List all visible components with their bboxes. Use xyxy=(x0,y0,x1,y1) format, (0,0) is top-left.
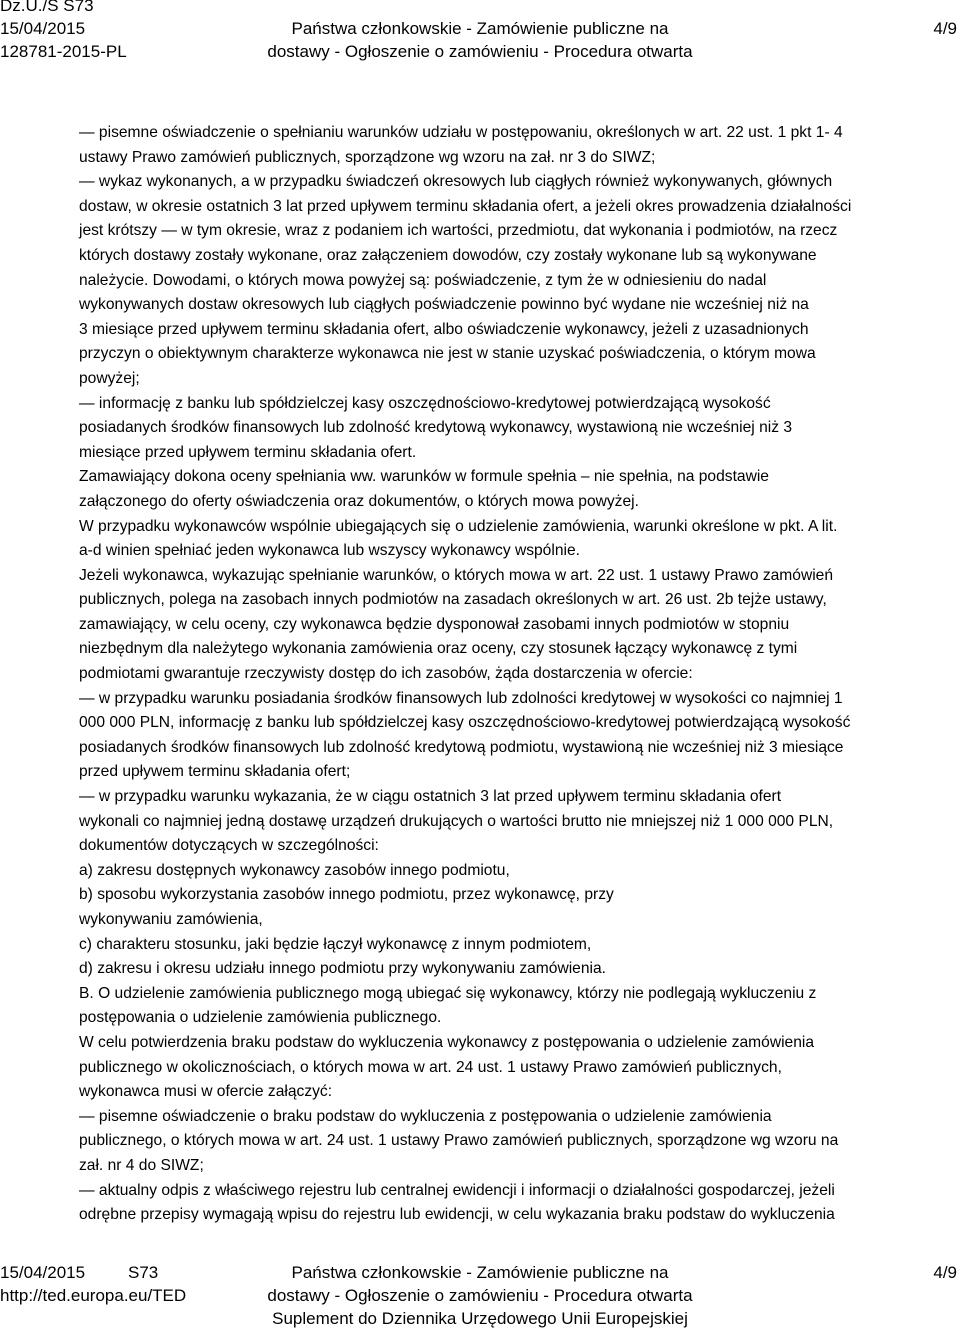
publication-date: 15/04/2015 xyxy=(0,19,86,38)
footer-page-number: 4/9 xyxy=(933,1263,957,1282)
text-line: publicznego w okolicznościach, o których mowa w art. 24 ust. 1 ustawy Prawo zamówień publicznych, xyxy=(79,1058,782,1076)
document-body xyxy=(79,121,951,1228)
text-line: należycie. Dowodami, o których mowa powyżej są: poświadczenie, z tym że w odniesieniu do nadal xyxy=(79,271,767,289)
text-line: zamawiający, w celu oceny, czy wykonawca będzie dysponował zasobami innych podmiotów w stopniu xyxy=(79,615,790,633)
text-line: — informację z banku lub spółdzielczej kasy oszczędnościowo-kredytowej potwierdzającą wysokość xyxy=(79,394,771,412)
footer-date: 15/04/2015 xyxy=(0,1263,86,1282)
text-line: posiadanych środków finansowych lub zdolność kredytową podmiotu, wystawioną nie wcześniej niż 3 miesiące xyxy=(79,738,844,756)
text-line: B. O udzielenie zamówienia publicznego mogą ubiegać się wykonawcy, którzy nie podlegają wykluczeniu z xyxy=(79,984,817,1002)
text-line: wykonali co najmniej jedną dostawę urządzeń drukujących o wartości brutto nie mniejszej niż 1 000 000 PLN, xyxy=(79,812,834,830)
text-line: podmiotami gwarantuje rzeczywisty dostęp do ich zasobów, żąda dostarczenia w ofercie: xyxy=(79,665,693,683)
footer-url: http://ted.europa.eu/TED xyxy=(0,1286,187,1305)
header-title-line-1: Państwa członkowskie - Zamówienie publiczne na xyxy=(291,19,669,38)
text-line: dokumentów dotyczących w szczególności: xyxy=(79,837,379,855)
footer-supplement: Suplement do Dziennika Urzędowego Unii Europejskiej xyxy=(272,1309,688,1328)
text-line: c) charakteru stosunku, jaki będzie łączył wykonawcę z innym podmiotem, xyxy=(79,935,592,953)
text-line: ustawy Prawo zamówień publicznych, sporządzone wg wzoru na zał. nr 3 do SIWZ; xyxy=(79,148,656,166)
text-line: d) zakresu i okresu udziału innego podmiotu przy wykonywaniu zamówienia. xyxy=(79,960,606,978)
notice-number: 128781-2015-PL xyxy=(0,42,127,61)
page-number: 4/9 xyxy=(933,19,957,38)
text-line: wykonawca musi w ofercie załączyć: xyxy=(79,1083,333,1101)
text-line: — w przypadku warunku wykazania, że w ciągu ostatnich 3 lat przed upływem terminu składania ofert xyxy=(79,788,782,806)
text-line: a-d winien spełniać jeden wykonawca lub wszyscy wykonawcy wspólnie. xyxy=(79,542,580,560)
text-line: 000 000 PLN, informację z banku lub spółdzielczej kasy oszczędnościowo-kredytowej potwierdzającą wysokość xyxy=(79,714,851,732)
text-line: miesiące przed upływem terminu składania ofert. xyxy=(79,443,417,461)
text-line: 3 miesiące przed upływem terminu składania ofert, albo oświadczenie wykonawcy, jeżeli z uzasadnionych xyxy=(79,320,809,338)
page-header xyxy=(0,0,960,63)
text-line: W celu potwierdzenia braku podstaw do wykluczenia wykonawcy z postępowania o udzielenie zamówienia xyxy=(79,1033,815,1051)
text-line: dostaw, w okresie ostatnich 3 lat przed upływem terminu składania ofert, a jeżeli okres prowadzenia działalności xyxy=(79,197,852,215)
text-line: wykonywanych dostaw okresowych lub ciągłych poświadczenie powinno być wydane nie wcześniej niż na xyxy=(79,296,809,314)
text-line: publicznego, o których mowa w art. 24 ust. 1 ustawy Prawo zamówień publicznych, sporządzone wg wzoru na xyxy=(79,1132,839,1150)
text-line: przed upływem terminu składania ofert; xyxy=(79,763,351,781)
text-line: a) zakresu dostępnych wykonawcy zasobów innego podmiotu, xyxy=(79,861,510,879)
header-title-line-2: dostawy - Ogłoszenie o zamówieniu - Procedura otwarta xyxy=(267,42,693,61)
text-line: b) sposobu wykorzystania zasobów innego podmiotu, przez wykonawcę, przy xyxy=(79,886,614,904)
text-line: — wykaz wykonanych, a w przypadku świadczeń okresowych lub ciągłych również wykonywanych, głównych xyxy=(79,173,833,191)
text-line: posiadanych środków finansowych lub zdolność kredytową wykonawcy, wystawioną nie wcześniej niż 3 xyxy=(79,419,793,437)
text-line: Jeżeli wykonawca, wykazując spełnianie warunków, o których mowa w art. 22 ust. 1 ustawy Prawo zamówień xyxy=(79,566,834,584)
footer-title-line-1: Państwa członkowskie - Zamówienie publiczne na xyxy=(291,1263,669,1282)
text-line: jest krótszy — w tym okresie, wraz z podaniem ich wartości, przedmiotu, dat wykonania i podmiotów, na rzecz xyxy=(79,222,838,240)
text-line: W przypadku wykonawców wspólnie ubiegających się o udzielenie zamówienia, warunki określone w pkt. A lit. xyxy=(79,517,838,535)
text-line: publicznych, polega na zasobach innych podmiotów na zasadach określonych w art. 26 ust. 2b tejże ustawy, xyxy=(79,591,827,609)
page-footer xyxy=(0,1261,960,1330)
text-line: niezbędnym dla należytego wykonania zamówienia oraz oceny, czy stosunek łączący wykonawcę z tymi xyxy=(79,640,798,658)
footer-title-line-2: dostawy - Ogłoszenie o zamówieniu - Procedura otwarta xyxy=(267,1286,693,1305)
text-line: postępowania o udzielenie zamówienia publicznego. xyxy=(79,1009,442,1027)
text-line: Zamawiający dokona oceny spełniania ww. warunków w formule spełnia – nie spełnia, na podstawie xyxy=(79,468,769,486)
text-line: — pisemne oświadczenie o braku podstaw do wykluczenia z postępowania o udzielenie zamówienia xyxy=(79,1107,772,1125)
footer-series: S73 xyxy=(128,1263,159,1282)
text-line: przyczyn o obiektywnym charakterze wykonawca nie jest w stanie uzyskać poświadczenia, o którym mowa xyxy=(79,345,816,363)
text-line: wykonywaniu zamówienia, xyxy=(79,911,263,928)
text-line: — aktualny odpis z właściwego rejestru lub centralnej ewidencji i informacji o działalności gospodarczej, jeżeli xyxy=(79,1181,835,1199)
journal-reference: Dz.U./S S73 xyxy=(0,0,94,15)
text-line: załączonego do oferty oświadczenia oraz dokumentów, o których mowa powyżej. xyxy=(79,492,639,510)
text-line: zał. nr 4 do SIWZ; xyxy=(79,1156,204,1174)
text-line: których dostawy zostały wykonane, oraz załączeniem dowodów, czy zostały wykonane lub są wykonywane xyxy=(79,246,817,264)
text-line: — pisemne oświadczenie o spełnianiu warunków udziału w postępowaniu, określonych w art. 22 ust. 1 pkt 1- 4 xyxy=(79,124,843,141)
text-line: powyżej; xyxy=(79,369,140,387)
text-line: — w przypadku warunku posiadania środków finansowych lub zdolności kredytowej w wysokości co najmniej 1 xyxy=(79,689,843,707)
text-line: odrębne przepisy wymagają wpisu do rejestru lub ewidencji, w celu wykazania braku podstaw do wykluczenia xyxy=(79,1206,835,1224)
